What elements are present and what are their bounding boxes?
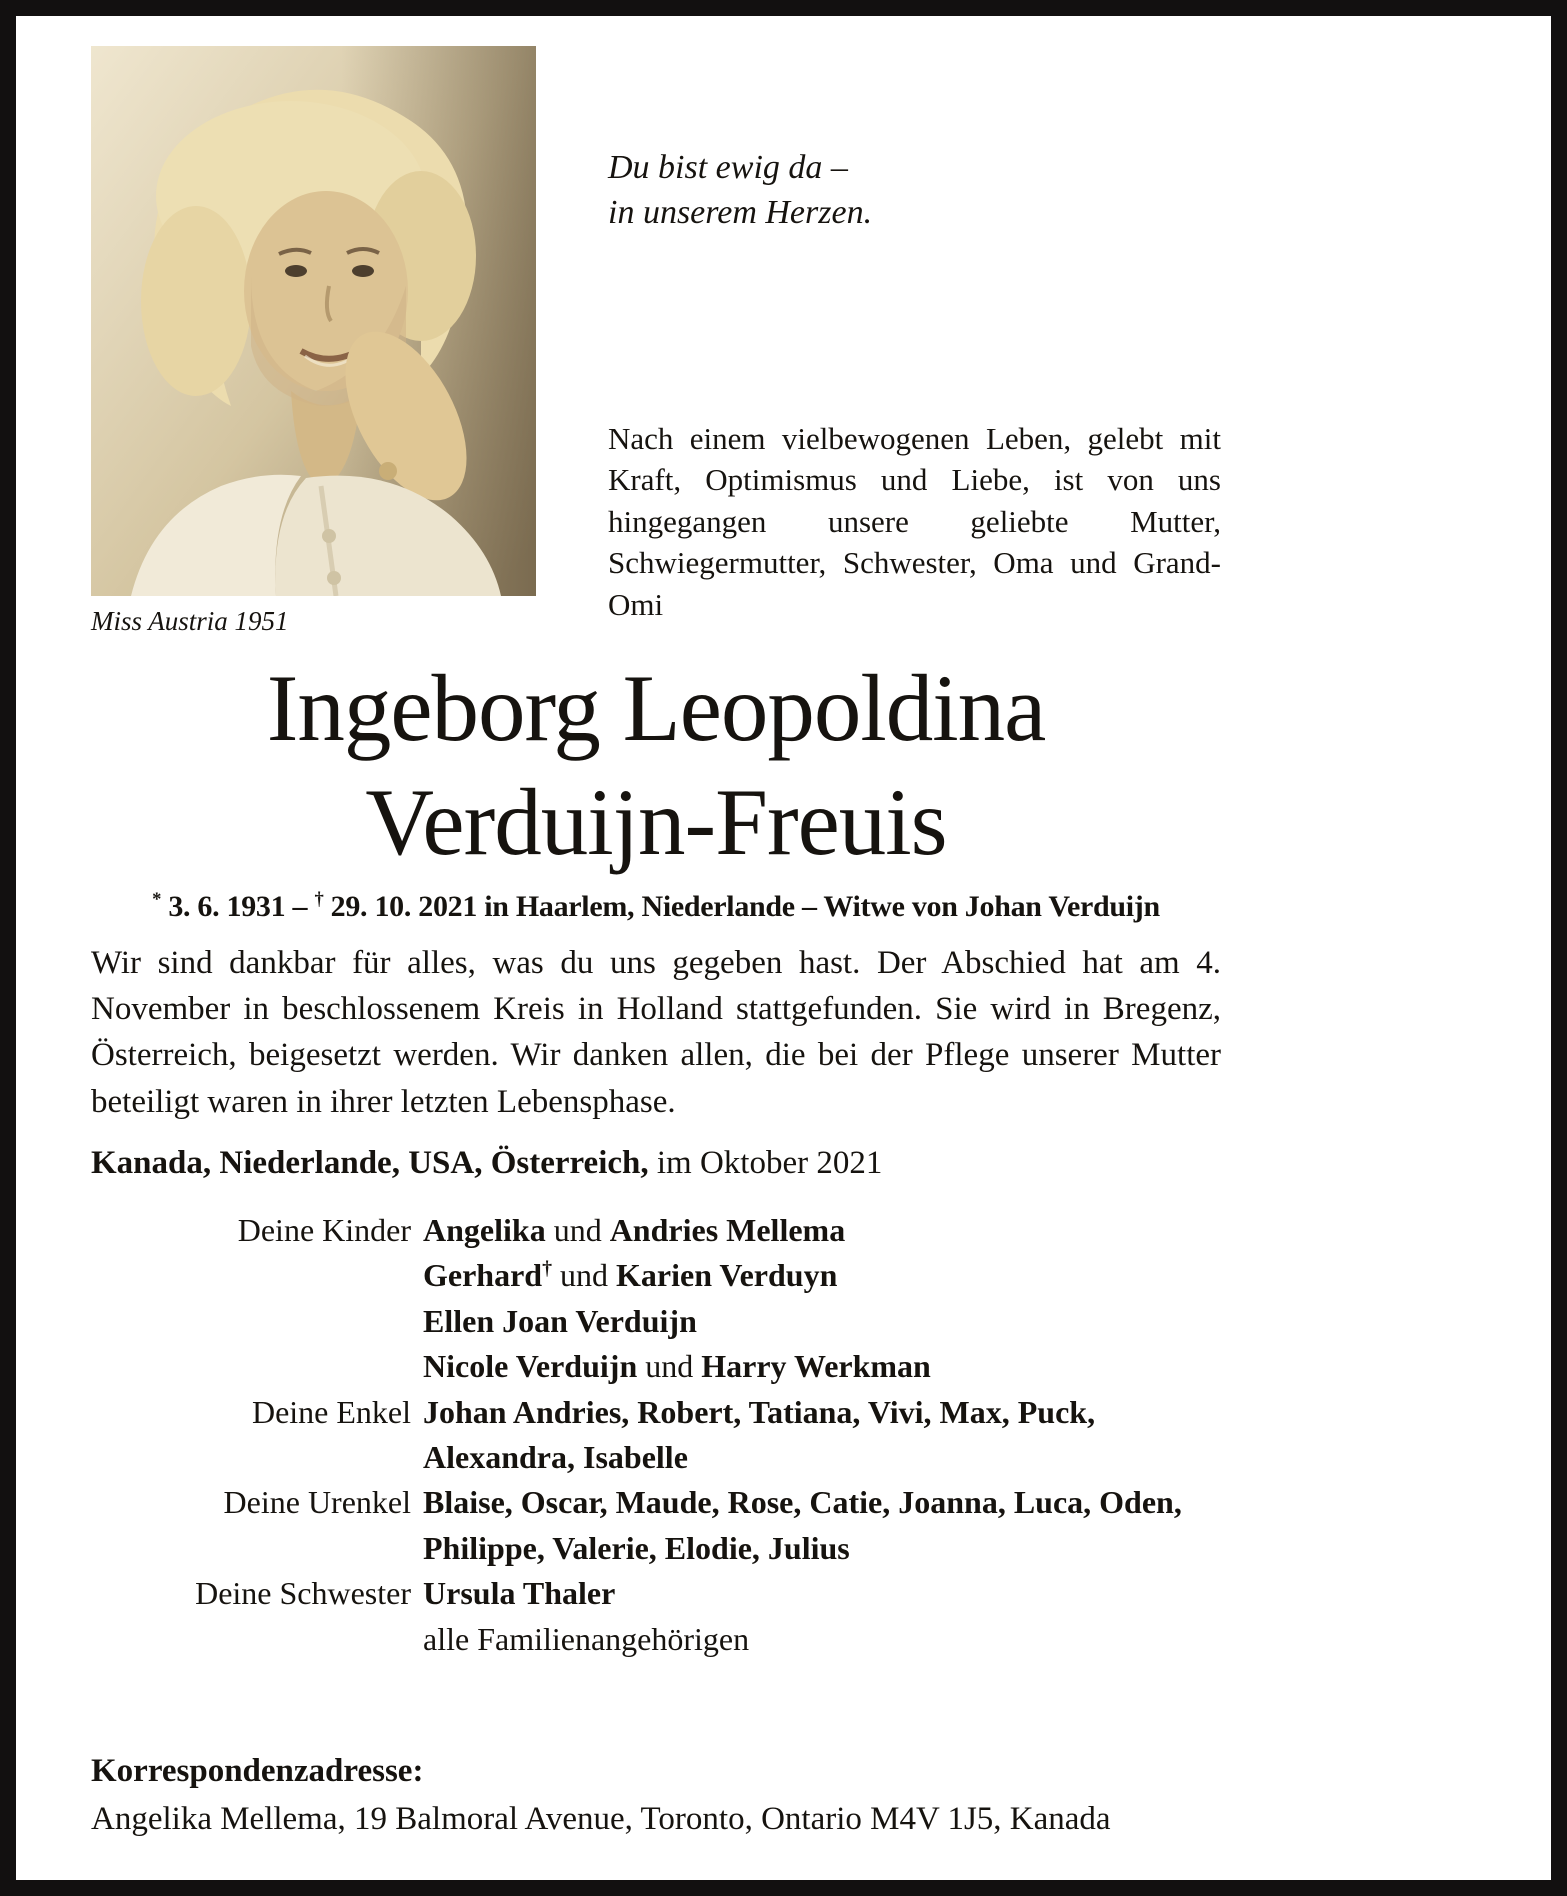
dates-line [91,889,1221,924]
quote-line-2: in unserem Herzen. [608,193,873,231]
family-role-label: Deine Urenkel [223,1484,411,1521]
family-names-line [423,1208,1221,1253]
top-section [91,46,1221,637]
farewell-paragraph: Wir sind dankbar für alles, was du uns gegeben hast. Der Abschied hat am 4. November in beschlossenem Kreis in Holland stattgefunden. Sie wird in Bregenz, Österreich, beigesetzt werden. Wir danken allen, die bei der Pflege unserer Mutter beteiligt waren in ihrer letzten Lebensphase. [91,945,1221,1120]
text-segment: 29. 10. 2021 in Haarlem, Niederlande – Witwe von Johan Verduijn [323,890,1160,923]
family-role-label: Deine Kinder [237,1211,411,1248]
quote-line-1: Du bist ewig da – [608,149,848,186]
correspondence-label: Korrespondenzadresse: [91,1753,424,1790]
family-list [91,1208,1221,1662]
memorial-quote [608,46,1221,236]
top-right-column [608,46,1221,637]
location-line [91,1145,1221,1182]
family-names-line [423,1253,1221,1298]
text-segment: Blaise, Oscar, Maude, Rose, Catie, Joanna, Luca, Oden, Philippe, Valerie, Elodie, Julius [423,1484,1182,1566]
family-names-line [423,1299,1221,1344]
text-segment: alle Familienangehörigen [423,1620,750,1657]
text-segment: und [637,1348,702,1385]
intro-paragraph: Nach einem vielbewogenen Leben, gelebt mit Kraft, Optimismus und Liebe, ist von uns hingegangen unsere geliebte Mutter, Schwiegermutter, Schwester, Oma und Grand-Omi [608,420,1221,622]
family-names [423,1480,1221,1571]
text-segment: 3. 6. 1931 – [161,890,315,923]
correspondence-footer [91,1748,1221,1844]
family-names [423,1617,1221,1662]
text-segment: Angelika [423,1211,546,1248]
family-row [91,1480,1221,1571]
family-row [91,1617,1221,1662]
family-names-line [423,1571,1221,1616]
text-segment: Karien Verduyn [616,1257,838,1294]
family-names [423,1390,1221,1481]
text-segment: und [552,1257,617,1294]
family-role-label: Deine Schwester [195,1575,411,1612]
text-segment: Ursula Thaler [423,1575,616,1612]
text-segment: * [152,889,162,910]
family-row [91,1571,1221,1616]
text-segment: und [545,1211,610,1248]
text-segment: Johan Andries, Robert, Tatiana, Vivi, Max, Puck, Alexandra, Isabelle [423,1393,1096,1475]
family-row [91,1390,1221,1481]
family-role-label [91,1617,423,1662]
name-line-1: Ingeborg Leopoldina [266,655,1046,761]
family-names-line [423,1344,1221,1389]
text-segment: † [542,1257,553,1280]
text-segment: im Oktober 2021 [648,1144,883,1181]
family-names [423,1571,1221,1616]
portrait-illustration [91,46,536,596]
family-names-line [423,1390,1221,1481]
family-names-line [423,1480,1221,1571]
family-row [91,1208,1221,1390]
portrait-photo [91,46,536,596]
family-role-label: Deine Enkel [251,1393,411,1430]
photo-caption: Miss Austria 1951 [91,606,289,636]
text-segment: Gerhard [423,1257,543,1294]
family-names [423,1208,1221,1390]
text-segment: Ellen Joan Verduijn [423,1302,697,1339]
name-line-2: Verduijn-Freuis [365,769,947,875]
correspondence-address: Angelika Mellema, 19 Balmoral Avenue, Toronto, Ontario M4V 1J5, Kanada [91,1801,1111,1838]
text-segment: Kanada, Niederlande, USA, Österreich, [91,1144,649,1181]
text-segment: Nicole Verduijn [423,1348,638,1385]
deceased-name [91,651,1221,879]
text-segment: Harry Werkman [701,1348,931,1385]
photo-block [91,46,536,637]
text-segment: † [314,889,324,910]
family-names-line [423,1617,1221,1662]
text-segment: Andries Mellema [609,1211,846,1248]
